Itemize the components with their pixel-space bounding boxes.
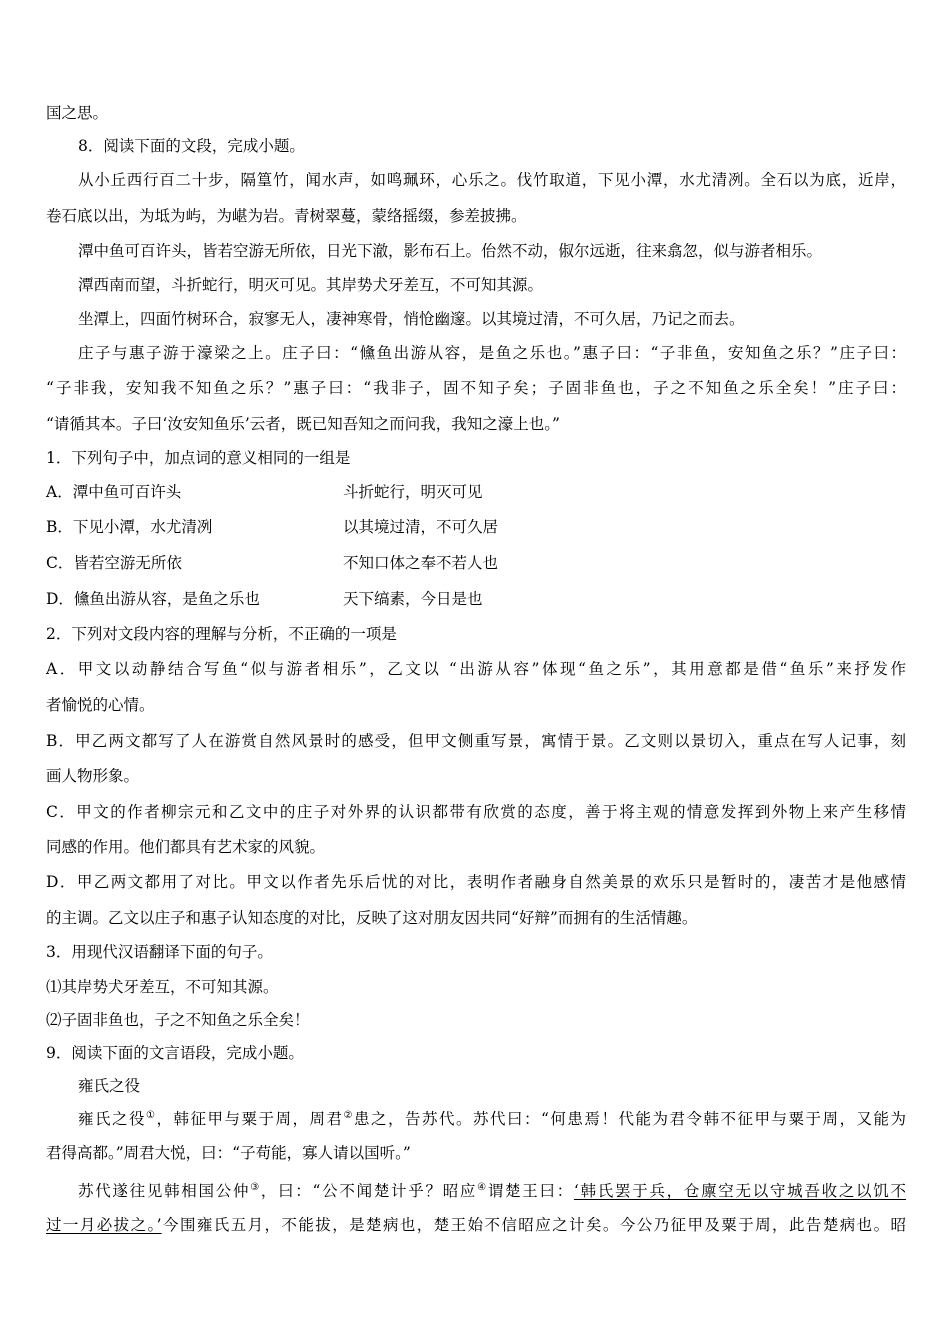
- q2-option-a: A．甲文以动静结合写鱼“似与游者相乐”，乙文以 “出游从容”体现“鱼之乐”，其用意都是借“鱼乐”来抒发作: [46, 660, 906, 678]
- q1-option-b-left: B．下见小潭，水尤清冽: [46, 518, 213, 536]
- footnote-marker: ①: [146, 1109, 157, 1121]
- passage-9-line: 君得高都。”周君大悦，曰：“子苟能，寡人请以国听。”: [46, 1144, 411, 1162]
- q2-option-b: 画人物形象。: [46, 767, 140, 785]
- q1-option-d-left: D．儵鱼出游从容，是鱼之乐也: [46, 590, 260, 608]
- passage-a-line: 卷石底以出，为坻为屿，为嵁为岩。青树翠蔓，蒙络摇缀，参差披拂。: [46, 207, 527, 225]
- question-1-stem: 1．下列句子中，加点词的意义相同的一组是: [46, 449, 351, 467]
- passage-a-line: 潭西南而望，斗折蛇行，明灭可见。其岸势犬牙差互，不可知其源。: [78, 276, 544, 294]
- passage-a-line: 坐潭上，四面竹树环合，寂寥无人，凄神寒骨，悄怆幽邃。以其境过清，不可久居，乃记之而去。: [78, 310, 745, 328]
- passage-a-line: 潭中鱼可百许头，皆若空游无所依，日光下澈，影布石上。佁然不动，俶尔远逝，往来翕忽，似与游者相乐。: [78, 242, 823, 260]
- question-9-intro: 9．阅读下面的文言语段，完成小题。: [46, 1044, 304, 1062]
- passage-9-line: 雍氏之役①，韩征甲与粟于周，周君②患之，告苏代。苏代曰：“何患焉！代能为君令韩不征甲与粟于周，又能为: [78, 1109, 906, 1128]
- q1-option-c-left: C．皆若空游无所依: [46, 554, 182, 572]
- q2-option-c: 同感的作用。他们都具有艺术家的风貌。: [46, 838, 326, 856]
- question-3-stem: 3．用现代汉语翻译下面的句子。: [46, 943, 273, 961]
- question-2-stem: 2．下列对文段内容的理解与分析，不正确的一项是: [46, 625, 397, 643]
- question-8-intro: 8．阅读下面的文段，完成小题。: [78, 137, 305, 155]
- passage-9-title: 雍氏之役: [78, 1077, 141, 1095]
- q2-option-a: 者愉悦的心情。: [46, 696, 155, 714]
- passage-b-line: “请循其本。子曰‘汝安知鱼乐’云者，既已知吾知之而问我，我知之濠上也。”: [46, 415, 560, 433]
- footnote-marker: ④: [477, 1181, 488, 1193]
- q1-option-c-right: 不知口体之奉不若人也: [343, 554, 499, 572]
- underlined-sentence: ‘韩氏罢于兵，仓廪空无以守城吾收之以饥不: [573, 1182, 906, 1200]
- q1-option-b-right: 以其境过清，不可久居: [343, 518, 499, 536]
- q2-option-d: 的主调。乙文以庄子和惠子认知态度的对比，反映了这对朋友因共同“好辩”而拥有的生活情趣。: [46, 909, 698, 927]
- footnote-marker: ②: [343, 1109, 354, 1121]
- q3-sentence-1: ⑴其岸势犬牙差互，不可知其源。: [46, 978, 279, 996]
- q2-option-d: D．甲乙两文都用了对比。甲文以作者先乐后忧的对比，表明作者融身自然美景的欢乐只是暂时的，凄苦才是他感情: [46, 873, 906, 891]
- q1-option-a-left: A．潭中鱼可百许头: [46, 483, 182, 501]
- footnote-marker: ③: [250, 1181, 261, 1193]
- underlined-sentence: 过一月必拔之。’: [46, 1216, 162, 1234]
- passage-9-line: 过一月必拔之。’今围雍氏五月，不能拔，是楚病也，楚王始不信昭应之计矣。今公乃征甲及粟于周，此告楚病也。昭: [46, 1216, 906, 1234]
- passage-b-line: 庄子与惠子游于濠梁之上。庄子曰：“儵鱼出游从容，是鱼之乐也。”惠子曰：“子非鱼，安知鱼之乐？”庄子曰：: [78, 344, 906, 362]
- q2-option-b: B．甲乙两文都写了人在游赏自然风景时的感受，但甲文侧重写景，寓情于景。乙文则以景切入，重点在写人记事，刻: [46, 732, 906, 750]
- q2-option-c: C．甲文的作者柳宗元和乙文中的庄子对外界的认识都带有欣赏的态度，善于将主观的情意发挥到外物上来产生移情: [46, 803, 906, 821]
- passage-9-line: 苏代遂往见韩相国公仲③，曰：“公不闻楚计乎？昭应④谓楚王曰：‘韩氏罢于兵，仓廪空无以守城吾收之以饥不: [78, 1181, 906, 1200]
- passage-b-line: “子非我，安知我不知鱼之乐？”惠子曰：“我非子，固不知子矣；子固非鱼也，子之不知鱼之乐全矣！”庄子曰：: [46, 379, 906, 397]
- q1-option-a-right: 斗折蛇行，明灭可见: [343, 483, 483, 501]
- passage-a-line: 从小丘西行百二十步，隔篁竹，闻水声，如鸣珮环，心乐之。伐竹取道，下见小潭，水尤清冽。全石以为底，近岸，: [78, 171, 906, 189]
- q1-option-d-right: 天下缟素，今日是也: [343, 590, 483, 608]
- text-line: 国之思。: [46, 104, 109, 122]
- q3-sentence-2: ⑵子固非鱼也，子之不知鱼之乐全矣！: [46, 1011, 310, 1029]
